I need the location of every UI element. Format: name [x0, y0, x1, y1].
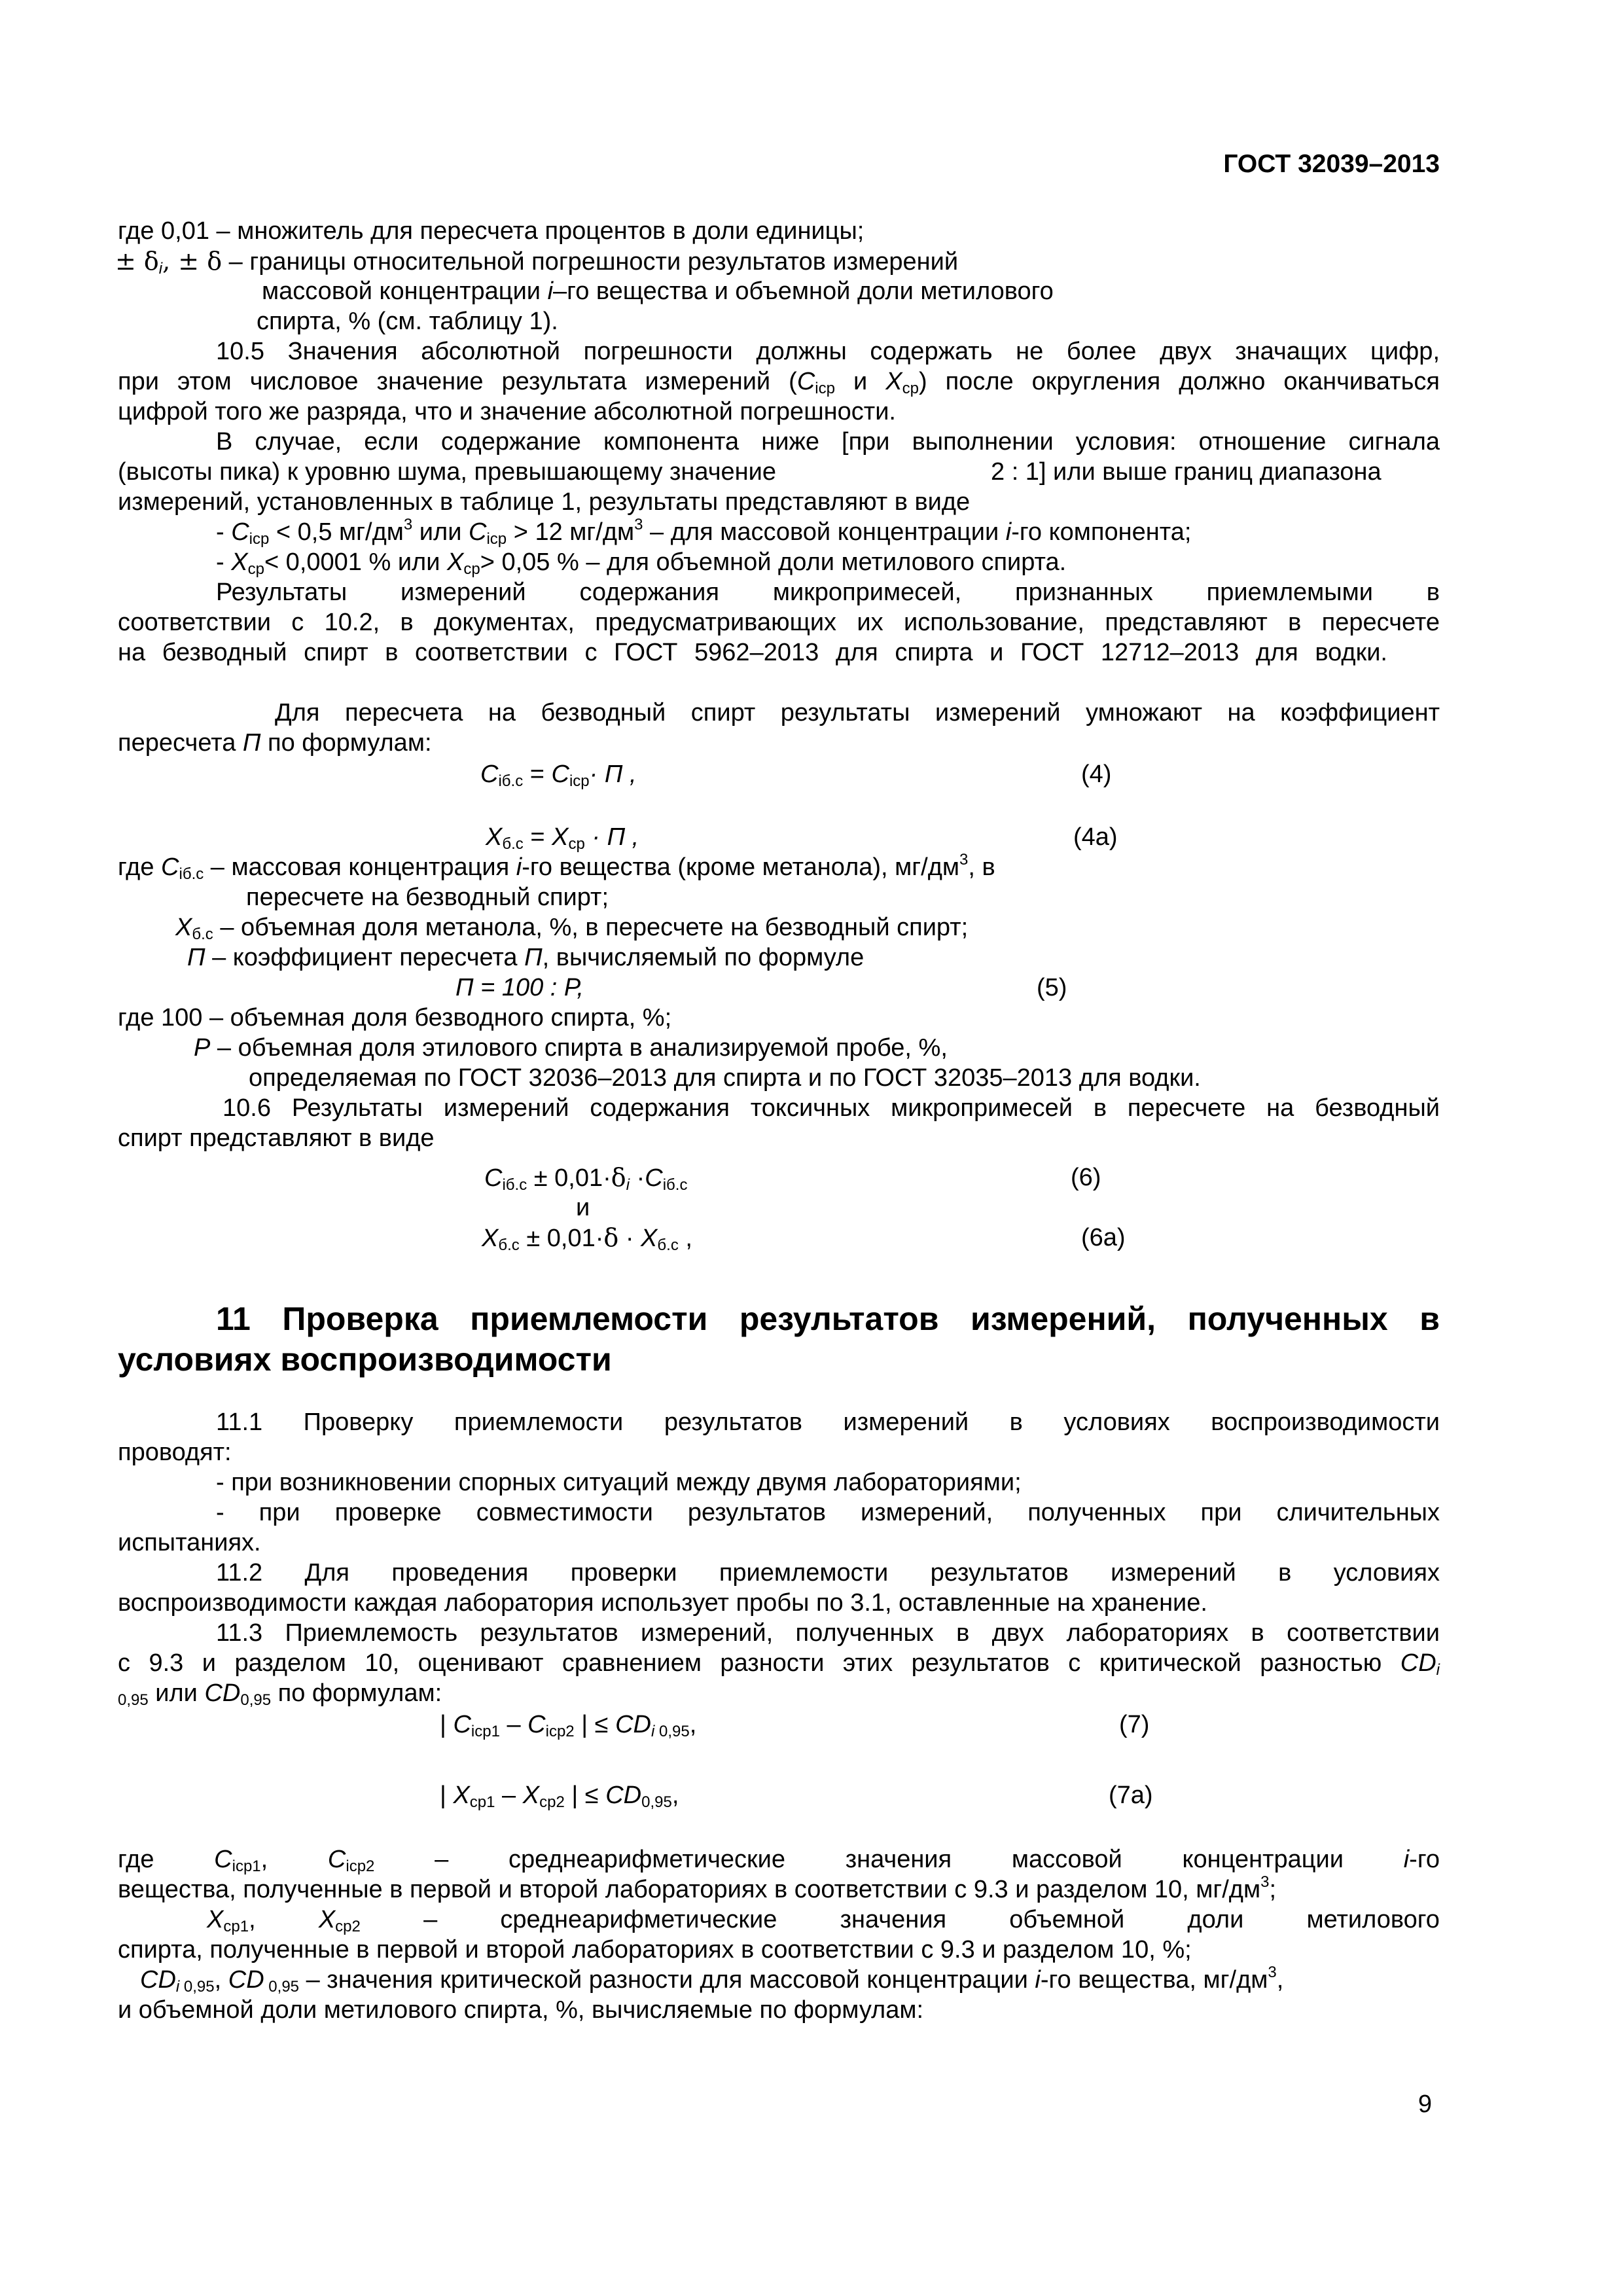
- paragraph-10-6: 10.6 Результаты измерений содержания токсичных микропримесей в пересчете на безводный: [223, 1094, 1440, 1122]
- paragraph-11-2: 11.2 Для проведения проверки приемлемости результатов измерений в условиях: [216, 1559, 1440, 1587]
- text-line: при этом числовое значение результата измерений ($C_{iср}$ и $X_{ср}$) после округления должно оканчиваться: [118, 368, 1440, 397]
- list-item: - при проверке совместимости результатов измерений, полученных при сличительных: [216, 1499, 1440, 1526]
- text-line: определяемая по ГОСТ 32036–2013 для спирта и по ГОСТ 32035–2013 для водки.: [249, 1064, 1201, 1092]
- text-line: В случае, если содержание компонента ниже [при выполнении условия: отношение сигнала: [216, 428, 1440, 456]
- text-line: $CD_i$ $_{0,95}$, CD $_{0,95}$ – значения критической разности для массовой концентрации i-го вещества, $мг/дм^3$,: [140, 1964, 1284, 1996]
- formula-number: (4а): [1073, 823, 1118, 851]
- text-line: Результаты измерений содержания микропримесей, признанных приемлемыми в: [216, 579, 1440, 606]
- formula-number: (5): [1037, 974, 1067, 1001]
- formula-4a: $X_{б.с} = X_{ср} \cdot П$ ,: [486, 823, 639, 853]
- text-line: измерений, установленных в таблице 1, результаты представляют в виде: [118, 488, 971, 516]
- page-number: 9: [1418, 2090, 1432, 2118]
- text-line: испытаниях.: [118, 1529, 261, 1556]
- section-heading: 11 Проверка приемлемости результатов измерений, полученных в: [216, 1300, 1440, 1337]
- formula-4: $C_{iб.с} = C_{iср}\cdot П$ ,: [480, 761, 637, 790]
- formula-number: (6): [1071, 1164, 1101, 1191]
- text-line: цифрой того же разряда, что и значение абсолютной погрешности.: [118, 398, 896, 425]
- formula-5: П = 100 : Р,: [455, 974, 584, 1001]
- text-line: спирт представляют в виде: [118, 1124, 435, 1152]
- text-line: Для пересчета на безводный спирт результаты измерений умножают на коэффициент: [275, 699, 1440, 726]
- text-line: пересчете на безводный спирт;: [246, 884, 609, 911]
- list-item: - при возникновении спорных ситуаций между двумя лабораториями;: [216, 1469, 1022, 1496]
- text-line: вещества, полученные в первой и второй лабораториях в соответствии с 9.3 и разделом 10, $мг/дм^3$;: [118, 1873, 1277, 1903]
- text-line: $_{0,95}$ или $CD_{0,95}$ по формулам:: [118, 1679, 442, 1709]
- text-line: с 9.3 и разделом 10, оценивают сравнением разности этих результатов с критической разностью $CD_i$: [118, 1649, 1440, 1679]
- formula-7a: | $X_{ср1} - X_{ср2}$ | ≤ $CD_{0,95}$,: [440, 1782, 679, 1811]
- formula-number: (7а): [1109, 1782, 1153, 1809]
- document-header: ГОСТ 32039–2013: [1223, 150, 1440, 178]
- text-line: где $C_{iб.с}$ – массовая концентрация i-го вещества (кроме метанола), $мг/дм^3$, в: [118, 851, 995, 883]
- text-line: где $C_{iср1}$, $C_{iср2}$ – среднеарифметические значения массовой концентрации i-го: [118, 1846, 1440, 1875]
- text-line: - $X_{ср}< 0,0001$ % или $X_{ср}> 0,05$ % – для объемной доли метилового спирта.: [216, 548, 1067, 578]
- text-line: спирта, % (см. таблицу 1).: [257, 308, 558, 335]
- formula-number: (4): [1081, 761, 1112, 788]
- text-line: и объемной доли метилового спирта, %, вычисляемые по формулам:: [118, 1996, 924, 2024]
- paragraph-11-1: 11.1 Проверку приемлемости результатов измерений в условиях воспроизводимости: [216, 1408, 1440, 1436]
- section-heading: условиях воспроизводимости: [118, 1341, 612, 1378]
- formula-number: (7): [1119, 1711, 1150, 1738]
- formula-7: | $C_{iср1} - C_{iср2}$ | ≤ $CD_i$ $_{0,95}$,: [440, 1711, 697, 1740]
- text-line: массовой концентрации i–го вещества и объемной доли метилового: [262, 278, 1054, 305]
- text-line: пересчета П по формулам:: [118, 729, 432, 757]
- text-line: - $C_{iср} < 0,5$ $мг/дм^3$ или $C_{iср} > 12$ $мг/дм^3$ – для массовой концентрации i-го компонента;: [216, 516, 1192, 548]
- text-line: $X_{б.с}$ – объемная доля метанола, %, в пересчете на безводный спирт;: [175, 914, 969, 943]
- text-line: где 100 – объемная доля безводного спирта, %;: [118, 1004, 672, 1031]
- formula-6: $C_{iб.с} \pm 0,01\cdot\delta_i \cdot C_{iб.с}$: [484, 1163, 688, 1194]
- formula-number: (6а): [1081, 1224, 1126, 1251]
- text-line: где 0,01 – множитель для пересчета процентов в доли единицы;: [118, 217, 865, 245]
- text-line: ± $\delta_i$, ± δ – границы относительной погрешности результатов измерений: [115, 247, 959, 278]
- paragraph-10-5: 10.5 Значения абсолютной погрешности должны содержать не более двух значащих цифр,: [216, 338, 1440, 365]
- text-line: 2 : 1] или выше границ диапазона: [991, 458, 1382, 486]
- text-line: воспроизводимости каждая лаборатория использует пробы по 3.1, оставленные на хранение.: [118, 1589, 1207, 1617]
- formula-6a: $X_{б.с} \pm 0,01\cdot\delta \cdot X_{б.с}$ ,: [482, 1223, 692, 1254]
- paragraph-11-3: 11.3 Приемлемость результатов измерений, полученных в двух лабораториях в соответствии: [216, 1619, 1440, 1647]
- text-line: $X_{ср1}$, $X_{ср2}$ – среднеарифметические значения объемной доли метилового: [207, 1906, 1440, 1935]
- text-line: на безводный спирт в соответствии с ГОСТ 5962–2013 для спирта и ГОСТ 12712–2013 для водки.: [118, 639, 1387, 666]
- text-line: Р – объемная доля этилового спирта в анализируемой пробе, %,: [194, 1034, 948, 1062]
- formula-conjunction: и: [576, 1194, 590, 1221]
- text-line: спирта, полученные в первой и второй лабораториях в соответствии с 9.3 и разделом 10, %;: [118, 1936, 1192, 1964]
- text-line: проводят:: [118, 1439, 232, 1466]
- text-line: (высоты пика) к уровню шума, превышающему значение: [118, 458, 776, 486]
- text-line: соответствии с 10.2, в документах, предусматривающих их использование, представляют в пересчете: [118, 609, 1440, 636]
- text-line: П – коэффициент пересчета П, вычисляемый по формуле: [187, 944, 865, 971]
